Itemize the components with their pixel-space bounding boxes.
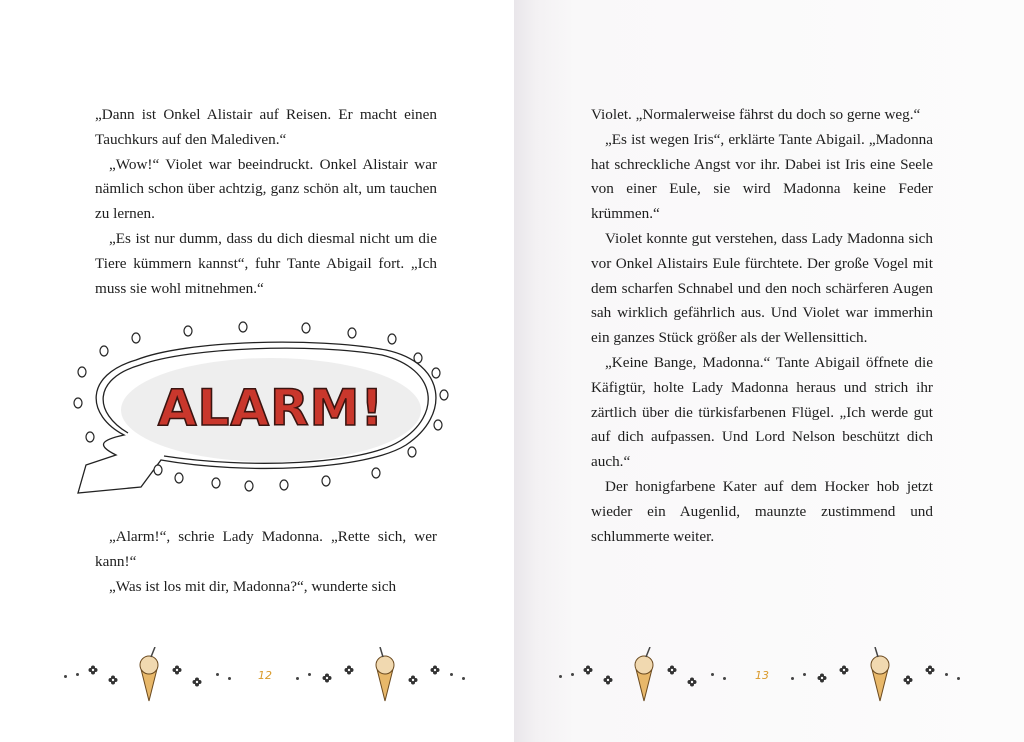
flower-icon bbox=[903, 675, 913, 685]
page-footer bbox=[553, 643, 973, 703]
right-text bbox=[591, 103, 933, 549]
flower-icon bbox=[687, 677, 697, 687]
flower-icon bbox=[192, 677, 202, 687]
flower-icon bbox=[322, 673, 332, 683]
dot-ornament bbox=[571, 673, 574, 676]
paragraph: „Keine Bange, Madonna.“ Tante Abigail öffnete die Käfigtür, holte Lady Madonna heraus und strich ihr zärtlich über die türkisfarbenen Flügel. „Ich werde gut auf dich aufpassen. Und Lord Nelson beschützt dich auch.“ bbox=[591, 353, 933, 471]
ice-cream-cone-icon bbox=[631, 647, 657, 703]
flower-icon bbox=[603, 675, 613, 685]
flower-icon bbox=[172, 665, 182, 675]
dot-ornament bbox=[228, 677, 231, 680]
dot-ornament bbox=[803, 673, 806, 676]
flower-icon bbox=[925, 665, 935, 675]
left-text-bottom bbox=[95, 525, 437, 599]
ice-cream-cone-icon bbox=[372, 647, 398, 703]
flower-icon bbox=[108, 675, 118, 685]
dot-ornament bbox=[723, 677, 726, 680]
dot-ornament bbox=[76, 673, 79, 676]
flower-icon bbox=[408, 675, 418, 685]
dot-ornament bbox=[462, 677, 465, 680]
left-text-top bbox=[95, 103, 437, 301]
dot-ornament bbox=[945, 673, 948, 676]
flower-icon bbox=[88, 665, 98, 675]
flower-icon bbox=[839, 665, 849, 675]
dot-ornament bbox=[308, 673, 311, 676]
paragraph: „Es ist wegen Iris“, erklärte Tante Abigail. „Madonna hat schreckliche Angst vor ihr. Dabei ist Iris eine Seele von einer Eule, sie wird Madonna keine Feder krümmen.“ bbox=[591, 130, 933, 223]
page-number: 12 bbox=[258, 669, 272, 682]
dot-ornament bbox=[559, 675, 562, 678]
dot-ornament bbox=[791, 677, 794, 680]
bubble-text: ALARM! bbox=[157, 379, 385, 437]
paragraph: Der honigfarbene Kater auf dem Hocker hob jetzt wieder ein Augenlid, maunzte zustimmend und schlummerte weiter. bbox=[591, 477, 933, 545]
ice-cream-cone-icon bbox=[867, 647, 893, 703]
dot-ornament bbox=[64, 675, 67, 678]
paragraph: Violet. „Normalerweise fährst du doch so gerne weg.“ bbox=[591, 106, 921, 123]
paragraph: „Es ist nur dumm, dass du dich diesmal nicht um die Tiere kümmern kannst“, fuhr Tante Abigail fort. „Ich muss sie wohl mitnehmen.“ bbox=[95, 229, 437, 297]
flower-icon bbox=[817, 673, 827, 683]
dot-ornament bbox=[957, 677, 960, 680]
speech-bubble-illustration bbox=[66, 315, 456, 500]
dot-ornament bbox=[296, 677, 299, 680]
flower-icon bbox=[583, 665, 593, 675]
dot-ornament bbox=[450, 673, 453, 676]
flower-icon bbox=[667, 665, 677, 675]
paragraph: Violet konnte gut verstehen, dass Lady Madonna sich vor Onkel Alistairs Eule fürchtete. Der große Vogel mit dem scharfen Schnabel und den noch schärferen Augen sah wirklich gefährlich aus. Und Violet war immerhin ein ganzes Stück größer als der Wellensittich. bbox=[591, 229, 933, 347]
page-number: 13 bbox=[755, 669, 769, 682]
ice-cream-cone-icon bbox=[136, 647, 162, 703]
dot-ornament bbox=[216, 673, 219, 676]
paragraph: „Was ist los mit dir, Madonna?“, wunderte sich bbox=[109, 577, 397, 595]
flower-icon bbox=[430, 665, 440, 675]
page-footer bbox=[58, 643, 478, 703]
flower-icon bbox=[344, 665, 354, 675]
paragraph: „Wow!“ Violet war beeindruckt. Onkel Alistair war nämlich schon über achtzig, ganz schön alt, um tauchen zu lernen. bbox=[95, 155, 437, 223]
dot-ornament bbox=[711, 673, 714, 676]
paragraph: „Dann ist Onkel Alistair auf Reisen. Er macht einen Tauchkurs auf den Malediven.“ bbox=[95, 106, 437, 148]
paragraph: „Alarm!“, schrie Lady Madonna. „Rette sich, wer kann!“ bbox=[95, 528, 437, 570]
